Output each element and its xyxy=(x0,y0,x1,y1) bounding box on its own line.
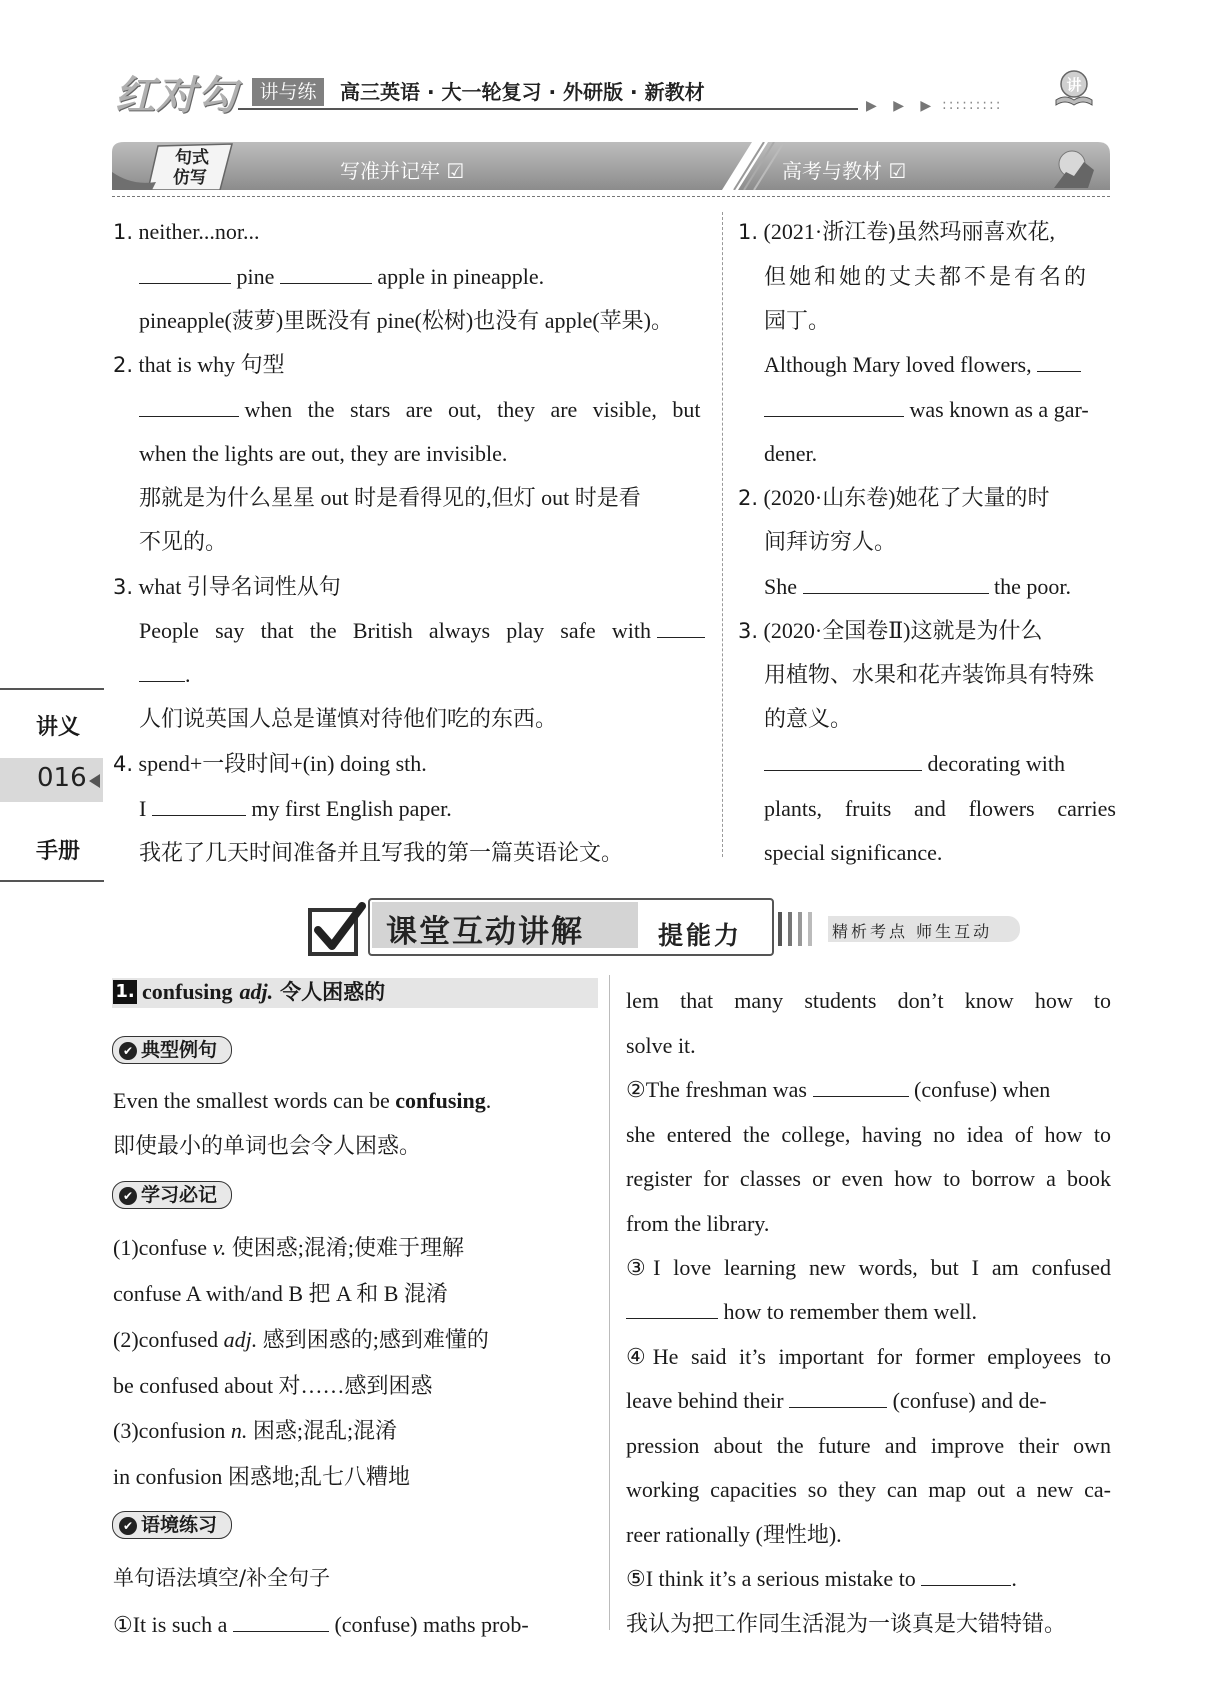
answer-blank[interactable] xyxy=(764,752,922,771)
answer-blank[interactable] xyxy=(626,1300,718,1319)
pill-examples: ✔ 典型例句 xyxy=(112,1036,232,1064)
item-2-title: 2. that is why 句型 xyxy=(113,352,285,377)
note-5: (3)confusion n. 困惑;混乱;混淆 xyxy=(113,1418,398,1443)
banner-right-label: 高考与教材 ☑ xyxy=(782,159,907,183)
banner-left-label: 写准并记牢 ☑ xyxy=(340,159,465,183)
exam-2-line-2: 间拜访穷人。 xyxy=(764,529,897,554)
answer-blank[interactable] xyxy=(764,398,904,417)
question-5-zh: 我认为把工作同生活混为一谈真是大错特错。 xyxy=(626,1611,1067,1636)
item-3-line-3: 人们说英国人总是谨慎对待他们吃的东西。 xyxy=(139,706,558,731)
note-1: (1)confuse v. 使困惑;混淆;使难于理解 xyxy=(113,1235,464,1260)
keypoint-title: confusing adj. 令人困惑的 xyxy=(142,979,386,1004)
question-1-cont: lem that many students don’t know how to xyxy=(626,988,1111,1013)
item-2-line-1: when the stars are out, they are visible, but xyxy=(139,397,711,423)
brand-tag: 讲与练 xyxy=(252,78,324,106)
check-circle-icon: ✔ xyxy=(119,1517,137,1535)
pill-notes: ✔ 学习必记 xyxy=(112,1181,232,1209)
answer-blank[interactable] xyxy=(152,797,246,816)
check-icon: ☑ xyxy=(446,159,465,183)
question-1-end: solve it. xyxy=(626,1033,696,1058)
answer-blank[interactable] xyxy=(233,1613,329,1632)
brand-logo: 红对勾 xyxy=(115,72,238,119)
note-2: confuse A with/and B 把 A 和 B 混淆 xyxy=(113,1281,448,1306)
exam-1-line-6: dener. xyxy=(764,441,818,466)
question-3-start: ③I love learning new words, but I am confused xyxy=(626,1255,1111,1280)
section-title: 课堂互动讲解 xyxy=(386,914,584,950)
banner-dashed-rule xyxy=(112,196,1110,197)
question-4-line-3: pression about the future and improve their own xyxy=(626,1433,1111,1458)
question-2-line-4: from the library. xyxy=(626,1211,770,1236)
section-subtitle: 提能力 xyxy=(658,921,743,950)
banner-tag-line2: 仿写 xyxy=(173,168,207,188)
item-4-line-2: 我花了几天时间准备并且写我的第一篇英语论文。 xyxy=(139,840,624,865)
exam-1-line-4: Although Mary loved flowers, xyxy=(764,352,1081,378)
item-3-line-2: . xyxy=(139,662,191,688)
exam-3-line-2: 用植物、水果和花卉装饰具有特殊 xyxy=(764,662,1095,687)
answer-blank[interactable] xyxy=(1037,353,1081,372)
check-circle-icon: ✔ xyxy=(119,1042,137,1060)
check-icon: ☑ xyxy=(888,159,907,183)
question-5: ⑤I think it’s a serious mistake to . xyxy=(626,1566,1017,1591)
question-3-line-2: how to remember them well. xyxy=(626,1299,977,1325)
item-3-title: 3. what 引导名词性从句 xyxy=(113,574,341,599)
item-3-line-1: People say that the British always play safe with xyxy=(139,618,711,644)
dotted-decoration: ::::::::: xyxy=(942,97,1003,113)
question-4-line-2: leave behind their (confuse) and de- xyxy=(626,1388,1047,1413)
answer-blank[interactable] xyxy=(139,398,239,417)
question-4-line-5: reer rationally (理性地). xyxy=(626,1522,842,1547)
column-divider xyxy=(722,212,723,857)
section-tail: 精析考点 师生互动 xyxy=(832,922,993,941)
exam-3-line-1: 3. (2020·全国卷Ⅱ)这就是为什么 xyxy=(738,618,1043,643)
exam-1-line-2: 但她和她的丈夫都不是有名的 xyxy=(764,264,1090,289)
question-4-line-4: working capacities so they can map out a new ca- xyxy=(626,1477,1111,1502)
question-4-start: ④He said it’s important for former employees to xyxy=(626,1344,1111,1369)
answer-blank[interactable] xyxy=(139,663,185,682)
exam-3-line-5: plants, fruits and flowers carries xyxy=(764,796,1116,821)
answer-blank[interactable] xyxy=(921,1567,1011,1586)
item-2-line-3: 那就是为什么星星 out 时是看得见的,但灯 out 时是看 xyxy=(139,485,641,510)
pill-practice: ✔ 语境练习 xyxy=(112,1511,232,1539)
note-4: be confused about 对……感到困惑 xyxy=(113,1373,433,1398)
bars-decoration xyxy=(776,906,826,952)
exam-3-line-3: 的意义。 xyxy=(764,706,853,731)
exam-1-line-1: 1. (2021·浙江卷)虽然玛丽喜欢花, xyxy=(738,219,1056,244)
note-6: in confusion 困惑地;乱七八糟地 xyxy=(113,1464,410,1489)
series-title: 高三英语 · 大一轮复习 · 外研版 · 新教材 xyxy=(340,80,705,104)
exam-2-line-3: She the poor. xyxy=(764,574,1071,599)
item-2-line-2: when the lights are out, they are invisible. xyxy=(139,441,508,466)
page-pointer-icon xyxy=(89,774,100,788)
answer-blank[interactable] xyxy=(280,265,372,284)
item-1-line-1: pine apple in pineapple. xyxy=(139,264,544,290)
checkbox-icon xyxy=(306,902,366,958)
item-2-line-4: 不见的。 xyxy=(139,529,228,554)
keypoint-number: 1. xyxy=(113,980,137,1004)
exam-1-line-5: was known as a gar- xyxy=(764,397,1089,423)
item-1-title: 1. neither...nor... xyxy=(113,219,260,244)
arrow-icons: ▶ ▶ ▶ xyxy=(866,98,938,114)
sidebar-rule-bottom xyxy=(0,880,104,882)
exam-1-line-3: 园丁。 xyxy=(764,308,831,333)
banner-tag-line1: 句式 xyxy=(175,148,209,168)
answer-blank[interactable] xyxy=(813,1078,909,1097)
note-3: (2)confused adj. 感到困惑的;感到难懂的 xyxy=(113,1327,489,1352)
answer-blank[interactable] xyxy=(657,619,705,638)
header-rule xyxy=(238,108,858,110)
badge-char: 讲 xyxy=(1066,76,1082,94)
exam-3-line-4: decorating with xyxy=(764,751,1065,777)
item-1-line-2: pineapple(菠萝)里既没有 pine(松树)也没有 apple(苹果)。 xyxy=(139,308,673,333)
question-1-start: ①It is such a (confuse) maths prob- xyxy=(113,1612,529,1637)
example-en: Even the smallest words can be confusing. xyxy=(113,1088,492,1113)
practice-title: 单句语法填空/补全句子 xyxy=(113,1566,331,1590)
answer-blank[interactable] xyxy=(139,265,231,284)
book-badge-icon xyxy=(1054,70,1094,108)
sidebar-top-label: 讲义 xyxy=(36,715,81,740)
top-banner xyxy=(112,142,1110,190)
exam-3-line-6: special significance. xyxy=(764,840,943,865)
question-2-line-3: register for classes or even how to borrow a book xyxy=(626,1166,1111,1191)
exam-2-line-1: 2. (2020·山东卷)她花了大量的时 xyxy=(738,485,1050,510)
column-divider-bottom xyxy=(609,975,610,1630)
item-4-title: 4. spend+一段时间+(in) doing sth. xyxy=(113,751,427,776)
answer-blank[interactable] xyxy=(803,575,989,594)
sidebar-bottom-label: 手册 xyxy=(36,839,81,864)
answer-blank[interactable] xyxy=(789,1389,887,1408)
sidebar-rule-top xyxy=(0,688,104,690)
item-4-line-1: I my first English paper. xyxy=(139,796,452,821)
question-2-line-2: she entered the college, having no idea of how to xyxy=(626,1122,1111,1147)
example-zh: 即使最小的单词也会令人困惑。 xyxy=(113,1133,422,1158)
check-circle-icon: ✔ xyxy=(119,1187,137,1205)
page-number: 016 xyxy=(37,763,87,793)
question-2-start: ②The freshman was (confuse) when xyxy=(626,1077,1051,1102)
